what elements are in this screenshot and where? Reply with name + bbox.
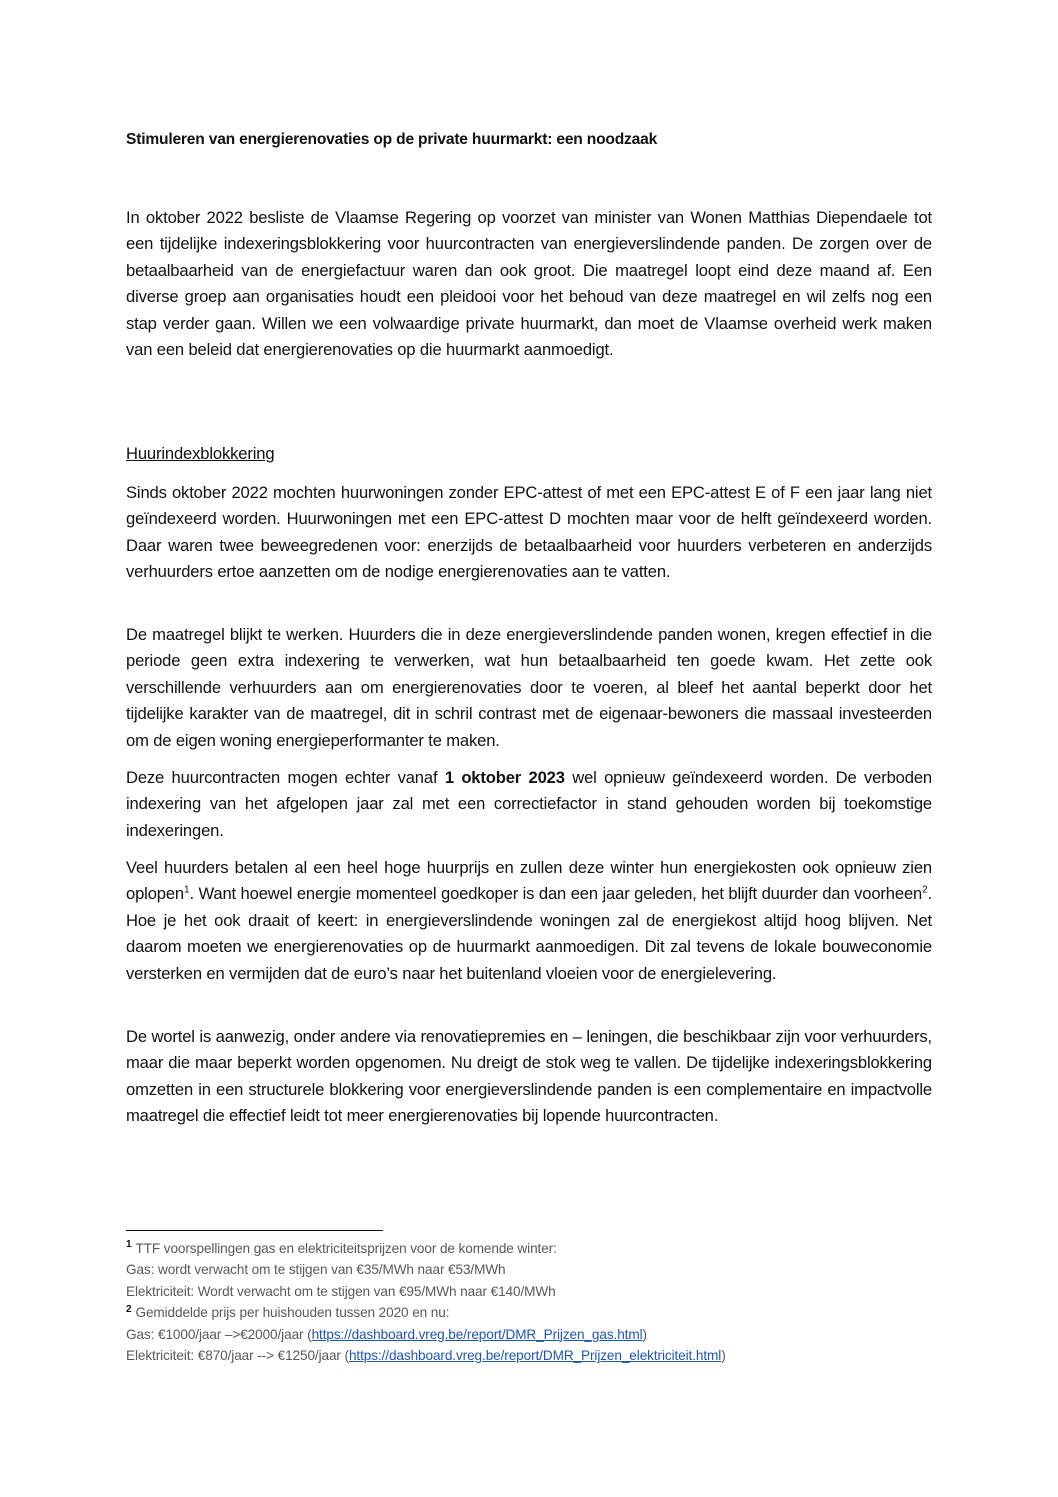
footnote-1-line-1 bbox=[126, 1238, 932, 1259]
footnote-separator bbox=[126, 1230, 383, 1231]
paragraph-4-text-a: Veel huurders betalen al een heel hoge huurprijs en zullen deze winter hun energiekosten ook opnieuw zien oplopen bbox=[126, 858, 932, 904]
footnote-1-number: 1 bbox=[126, 1239, 132, 1251]
section-heading: Huurindexblokkering bbox=[126, 444, 275, 463]
footnote-2-elec-text: Elektriciteit: €870/jaar --> €1250/jaar ( bbox=[126, 1348, 349, 1364]
vreg-electricity-link[interactable]: https://dashboard.vreg.be/report/DMR_Prijzen_elektriciteit.html bbox=[348, 1348, 722, 1364]
paragraph-3-date: 1 oktober 2023 bbox=[444, 768, 565, 787]
paragraph-1: Sinds oktober 2022 mochten huurwoningen zonder EPC-attest of met een EPC-attest E of F een jaar lang niet geïndexeerd worden. Huurwoningen met een EPC-attest D mochten maar voor de helft geïndexeerd worden. Daar waren twee beweegredenen voor: enerzijds de betaalbaarheid voor huurders verbeteren en anderzijds verhuurders ertoe aanzetten om de nodige energierenovaties aan te vatten. bbox=[126, 483, 932, 582]
paragraph-4 bbox=[126, 855, 932, 987]
footnotes bbox=[126, 1238, 932, 1366]
paragraph-5: De wortel is aanwezig, onder andere via renovatiepremies en – leningen, die beschikbaar zijn voor verhuurders, maar die maar beperkt worden opgenomen. Nu dreigt de stok weg te vallen. De tijdelijke indexeringsblokkering omzetten in een structurele blokkering voor energieverslindende panden is een complementaire en impactvolle maatregel die effectief leidt tot meer energierenovaties bij lopende huurcontracten. bbox=[126, 1027, 932, 1126]
footnote-2-elec-close: ) bbox=[721, 1348, 726, 1364]
footnote-ref-2[interactable]: 2 bbox=[922, 884, 928, 896]
footnote-2-number: 2 bbox=[126, 1303, 132, 1315]
paragraph-3-text-b: wel opnieuw geïndexeerd worden. De verboden indexering van het afgelopen jaar zal met een correctiefactor in stand gehouden worden bij toekomstige indexeringen. bbox=[126, 768, 932, 840]
vreg-gas-link[interactable]: https://dashboard.vreg.be/report/DMR_Prijzen_gas.html bbox=[311, 1326, 643, 1342]
paragraph-3 bbox=[126, 765, 932, 844]
paragraph-3-text-a: Deze huurcontracten mogen echter vanaf bbox=[126, 768, 445, 787]
paragraph-2: De maatregel blijkt te werken. Huurders die in deze energieverslindende panden wonen, kregen effectief in die periode geen extra indexering te verwerken, wat hun betaalbaarheid ten goede kwam. Het zette ook verschillende verhuurders aan om energierenovaties door te voeren, al bleef het aantal beperkt door het tijdelijke karakter van de maatregel, dit in schril contrast met de eigenaar-bewoners die massaal investeerden om de eigen woning energieperformanter te maken. bbox=[126, 625, 932, 750]
footnote-1-line-2: Gas: wordt verwacht om te stijgen van €35/MWh naar €53/MWh bbox=[126, 1262, 506, 1278]
footnote-2-line-3 bbox=[126, 1345, 932, 1366]
paragraph-4-text-c: . Hoe je het ook draait of keert: in energieverslindende woningen zal de energiekost altijd hoog blijven. Net daarom moeten we energierenovaties op de huurmarkt aanmoedigen. Dit zal tevens de lokale bouweconomie versterken en vermijden dat de euro’s naar het buitenland vloeien voor de energielevering. bbox=[126, 884, 932, 983]
footnote-2-line-1 bbox=[126, 1302, 932, 1323]
footnote-2-text: Gemiddelde prijs per huishouden tussen 2020 en nu: bbox=[135, 1305, 450, 1321]
footnote-ref-1[interactable]: 1 bbox=[184, 884, 190, 896]
document-title: Stimuleren van energierenovaties op de private huurmarkt: een noodzaak bbox=[126, 131, 658, 148]
footnote-1-text: TTF voorspellingen gas en elektriciteitsprijzen voor de komende winter: bbox=[135, 1241, 557, 1256]
footnote-2-gas-close: ) bbox=[642, 1326, 647, 1342]
footnote-1-line-3: Elektriciteit: Wordt verwacht om te stijgen van €95/MWh naar €140/MWh bbox=[126, 1283, 556, 1299]
footnote-2-line-2 bbox=[126, 1324, 932, 1345]
paragraph-4-text-b: . Want hoewel energie momenteel goedkoper is dan een jaar geleden, het blijft duurder dan voorheen bbox=[189, 884, 923, 904]
intro-paragraph: In oktober 2022 besliste de Vlaamse Regering op voorzet van minister van Wonen Matthias Diependaele tot een tijdelijke indexeringsblokkering voor huurcontracten van energieverslindende panden. De zorgen over de betaalbaarheid van de energiefactuur waren dan ook groot. Die maatregel loopt eind deze maand af. Een diverse groep aan organisaties houdt een pleidooi voor het behoud van deze maatregel en wil zelfs nog een stap verder gaan. Willen we een volwaardige private huurmarkt, dan moet de Vlaamse overheid werk maken van een beleid dat energierenovaties op die huurmarkt aanmoedigt. bbox=[126, 208, 932, 360]
footnote-2-gas-text: Gas: €1000/jaar –>€2000/jaar ( bbox=[126, 1326, 312, 1342]
